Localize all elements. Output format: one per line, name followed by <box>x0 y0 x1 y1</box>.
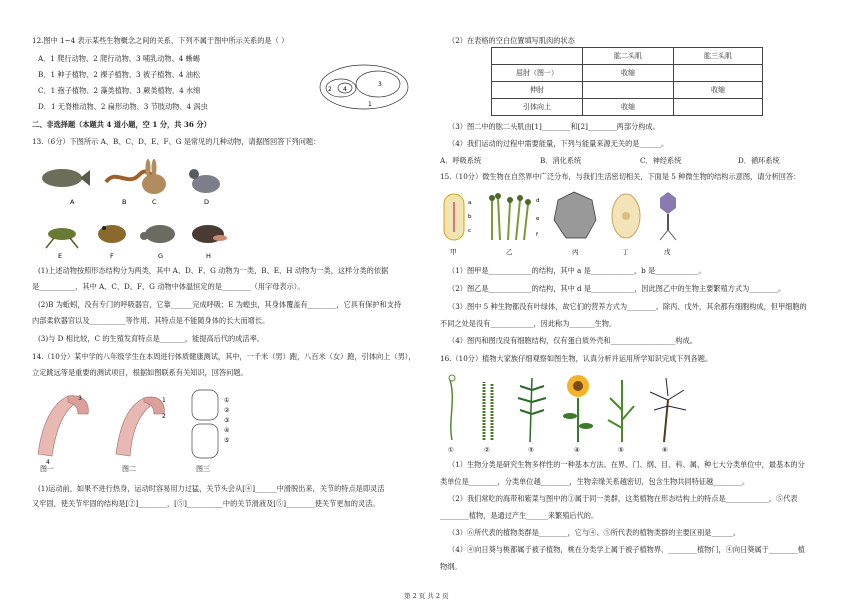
q16-part4-cont: 物纲。 <box>440 562 462 571</box>
letter-d: d <box>536 198 540 204</box>
q12-option-d: D．1 无脊椎动物、2 扁形动物、3 节肢动物、4 涡虫 <box>38 102 208 111</box>
fig3-num-5: ⑤ <box>224 437 230 444</box>
table-head-biceps: 肱二头肌 <box>583 48 674 65</box>
virus-icon <box>554 192 596 238</box>
phage-icon <box>660 192 676 240</box>
q15-part1: （1）图甲是____________的结构，其中 a 是____________，b 是____________。 <box>448 266 706 275</box>
table-cell <box>674 65 763 82</box>
animal-label-a: A <box>70 198 75 206</box>
pigeon-icon <box>189 169 220 193</box>
venn-label-1: 1 <box>368 101 372 108</box>
caption-bing: 丙 <box>572 248 579 256</box>
fish-icon <box>42 169 90 187</box>
yeast-icon <box>612 194 640 238</box>
caption-yi: 乙 <box>506 248 513 256</box>
animals-row-2 <box>40 212 250 262</box>
q16-part2-cont: ________植物，是通过产生______来繁殖后代的。 <box>440 511 599 520</box>
q14-part1: (1)运动前，如果不进行热身，运动时容易用力过猛，关节头会从[④]______中滑脱出来，关节的特点是即灵活 <box>38 484 385 493</box>
q13-stem: 13.（6分）下图所示 A、B、C、D、E、F、G 是常见的几种动物，请据图回答下列问题： <box>32 137 321 146</box>
table-cell: 收缩 <box>583 99 674 116</box>
frog-icon <box>98 225 126 243</box>
caption-jia: 甲 <box>450 248 457 256</box>
table-cell: 收缩 <box>583 65 674 82</box>
corn-icon <box>608 380 634 442</box>
animals-row-1 <box>36 154 246 206</box>
table-cell <box>674 99 763 116</box>
fig3-num-1: ① <box>224 397 230 404</box>
table-head-triceps: 肱三头肌 <box>674 48 763 65</box>
mold-icon <box>489 193 540 240</box>
plant-num-4: ④ <box>574 446 580 454</box>
grasshopper-icon <box>46 228 78 248</box>
venn-label-2: 2 <box>328 86 332 93</box>
table-cell: 引体向上 <box>492 99 583 116</box>
fig1-num-3: 3 <box>78 395 82 402</box>
q15-part3-cont: 不同之处是没有____________，因此称为_______生物。 <box>440 319 617 328</box>
caption-wu: 戊 <box>664 248 671 256</box>
table-cell <box>583 82 674 99</box>
q16-part2: （2）我们常吃的海带和紫菜与图中的①属于同一类群，这类植物在形态结构上的特点是____________。⑤代表 <box>448 494 798 503</box>
rabbit-icon <box>142 159 166 194</box>
q16-part1-cont: 类单位是________，分类单位越________，生物亲缘关系越密切，包含生物共同特征越________。 <box>440 477 750 486</box>
letter-b: b <box>468 214 472 220</box>
knee-joint-figure <box>192 390 230 458</box>
caption-ding: 丁 <box>622 248 629 256</box>
q12-option-a: A．1 爬行动物、2 爬行动物、3 哺乳动物、4 蜥蜴 <box>38 54 200 63</box>
q15-part3: （3）图中 5 种生物都没有叶绿体，故它们的营养方式为________。除丙、戊外，其余都有细胞构成，但甲细胞的 <box>448 302 807 311</box>
fig3-caption: 图三 <box>196 465 210 473</box>
letter-f: f <box>536 232 538 238</box>
q13-part1: (1)上述动物按照形态结构分为两类，其中 A、D、F、G 动物为一类，B、E、H 动物为一类，这样分类的依据 <box>38 266 389 275</box>
letter-a: a <box>468 200 472 206</box>
q14-option-c: C．神经系统 <box>640 156 682 165</box>
animal-label-e: E <box>58 252 63 260</box>
q13-part2-cont: 内部柔软器官以及__________等作用，其特点是不能随身体的长大而增长。 <box>32 316 270 325</box>
animal-label-f: F <box>110 252 114 260</box>
q16-part1: （1）生物分类是研究生物多样性的一种基本方法。在界、门、纲、目、科、属、种七大分类单位中，最基本的分 <box>448 460 805 469</box>
fig3-num-2: ② <box>224 407 230 414</box>
algae-icon <box>449 375 455 440</box>
plant-num-2: ② <box>484 446 490 454</box>
bacterium-icon <box>444 194 472 240</box>
pine-icon <box>650 378 686 442</box>
sunflower-icon <box>563 375 593 442</box>
arm-figure-2 <box>116 397 166 456</box>
fern-icon <box>518 378 546 442</box>
moss-icon <box>484 382 492 440</box>
animal-label-g: G <box>158 252 164 260</box>
plant-figures <box>440 370 690 456</box>
q14-option-a: A．呼吸系统 <box>440 156 482 165</box>
fig2-num-1: 1 <box>162 397 166 404</box>
animal-label-c: C <box>152 198 157 206</box>
q14-stem-cont: 立定跳远等是重要的测试项目，根据如图联系有关知识，回答问题。 <box>32 368 248 377</box>
venn-diagram <box>318 62 410 112</box>
q12-option-c: C．1 孢子植物、2 藻类植物、3 蕨类植物、4 水绵 <box>38 86 201 95</box>
fig3-num-4: ④ <box>224 427 230 434</box>
q14-stem: 14.（10分）某中学的八年级学生在本周进行体质健康测试，其中，一千米（男）跑，八百米（女）跑，引体向上（男）， <box>32 352 416 361</box>
turtle-icon <box>140 225 175 243</box>
microbe-figures <box>440 188 690 260</box>
plant-num-3: ③ <box>528 446 534 454</box>
muscle-figures <box>32 384 262 474</box>
q13-part2: (2)B 为蚯蚓，没有专门的呼吸器官，它靠______完成呼吸；E 为蝗虫，其身体覆盖有________，它具有保护和支持 <box>38 300 402 309</box>
q14-part3: （3）图二中的肱二头肌由[1]________和[2]________两部分构成。 <box>448 122 660 131</box>
clam-icon <box>192 225 227 243</box>
q15-stem: 15.（10分）微生物在自然界中广泛分布，与我们生活密切相关，下面是 5 种微生物的结构示意图，请分析回答： <box>440 172 801 181</box>
animal-label-b: B <box>122 198 127 206</box>
venn-label-4: 4 <box>343 86 347 93</box>
q14-part2: （2）在表格的空白位置填写肌肉的状态 <box>448 36 575 45</box>
q13-part1-cont: 是__________，其中 A、C、D、F、G 动物中体温恒定的是________（用字母表示）。 <box>32 282 305 291</box>
q15-part4: （4）图丙和图戊没有细胞结构，仅有蛋白质外壳和__________________构成。 <box>448 336 697 345</box>
q16-stem: 16.（10分）植物大家族仔细观察如图生物，认真分析并运用所学知识完成下列各题。 <box>440 354 713 363</box>
plant-num-1: ① <box>448 446 454 454</box>
q16-part3: （3）⑥所代表的植物类群是________，它与④、⑤所代表的植物类群的主要区别是______。 <box>448 528 741 537</box>
letter-e: e <box>536 216 540 222</box>
q14-option-b: B．消化系统 <box>540 156 582 165</box>
animal-label-h: H <box>206 252 211 260</box>
q13-part3: (3)与 D 相比较，C 的生殖发育特点是_______，能提高后代的成活率。 <box>38 334 264 343</box>
q12-option-b: B．1 种子植物、2 裸子植物、3 被子植物、4 油松 <box>38 70 201 79</box>
page-footer: 第 2 页 共 2 页 <box>404 592 449 600</box>
fig1-num-4: 4 <box>46 459 50 466</box>
section-2-heading: 二、非选择题（本题共 4 道小题，空 1 分，共 36 分） <box>32 120 211 129</box>
fig2-caption: 图二 <box>122 465 136 473</box>
table-cell: 伸肘 <box>492 82 583 99</box>
q14-part1-cont: 又牢固，使关节牢固的结构是[②]________，[⑤]__________中的关节滑液及[⑤]________使关节更加的灵活。 <box>32 499 380 508</box>
arm-figure-1 <box>38 395 88 466</box>
q12-stem: 12.图中 1~4 表示某些生物概念之间的关系，下列不属于图中所示关系的是（ ） <box>32 36 289 45</box>
letter-c: c <box>468 228 472 234</box>
fig1-caption: 图一 <box>40 465 54 473</box>
plant-num-5: ⑤ <box>618 446 624 454</box>
table-cell: 收缩 <box>674 82 763 99</box>
muscle-state-table <box>491 47 763 116</box>
table-head-empty <box>492 48 583 65</box>
q14-part4: （4）我们运动的过程中需要能量，下列与能量来源无关的是______。 <box>448 139 669 148</box>
q15-part2: （2）图乙是____________的结构，其中 d 是____________，因此图乙中的生物主要繁殖方式为________。 <box>448 284 786 293</box>
fig2-num-2: 2 <box>162 413 166 420</box>
plant-num-6: ⑥ <box>662 446 668 454</box>
q14-option-d: D．循环系统 <box>738 156 780 165</box>
q16-part4: （4）④向日葵与桃都属于被子植物，桃在分类学上属于被子植物界、________植物门，④向日葵属于________植 <box>448 545 805 554</box>
table-cell: 屈肘（图一） <box>492 65 583 82</box>
venn-label-3: 3 <box>378 81 382 88</box>
fig3-num-3: ③ <box>224 417 230 424</box>
animal-label-d: D <box>204 198 210 206</box>
